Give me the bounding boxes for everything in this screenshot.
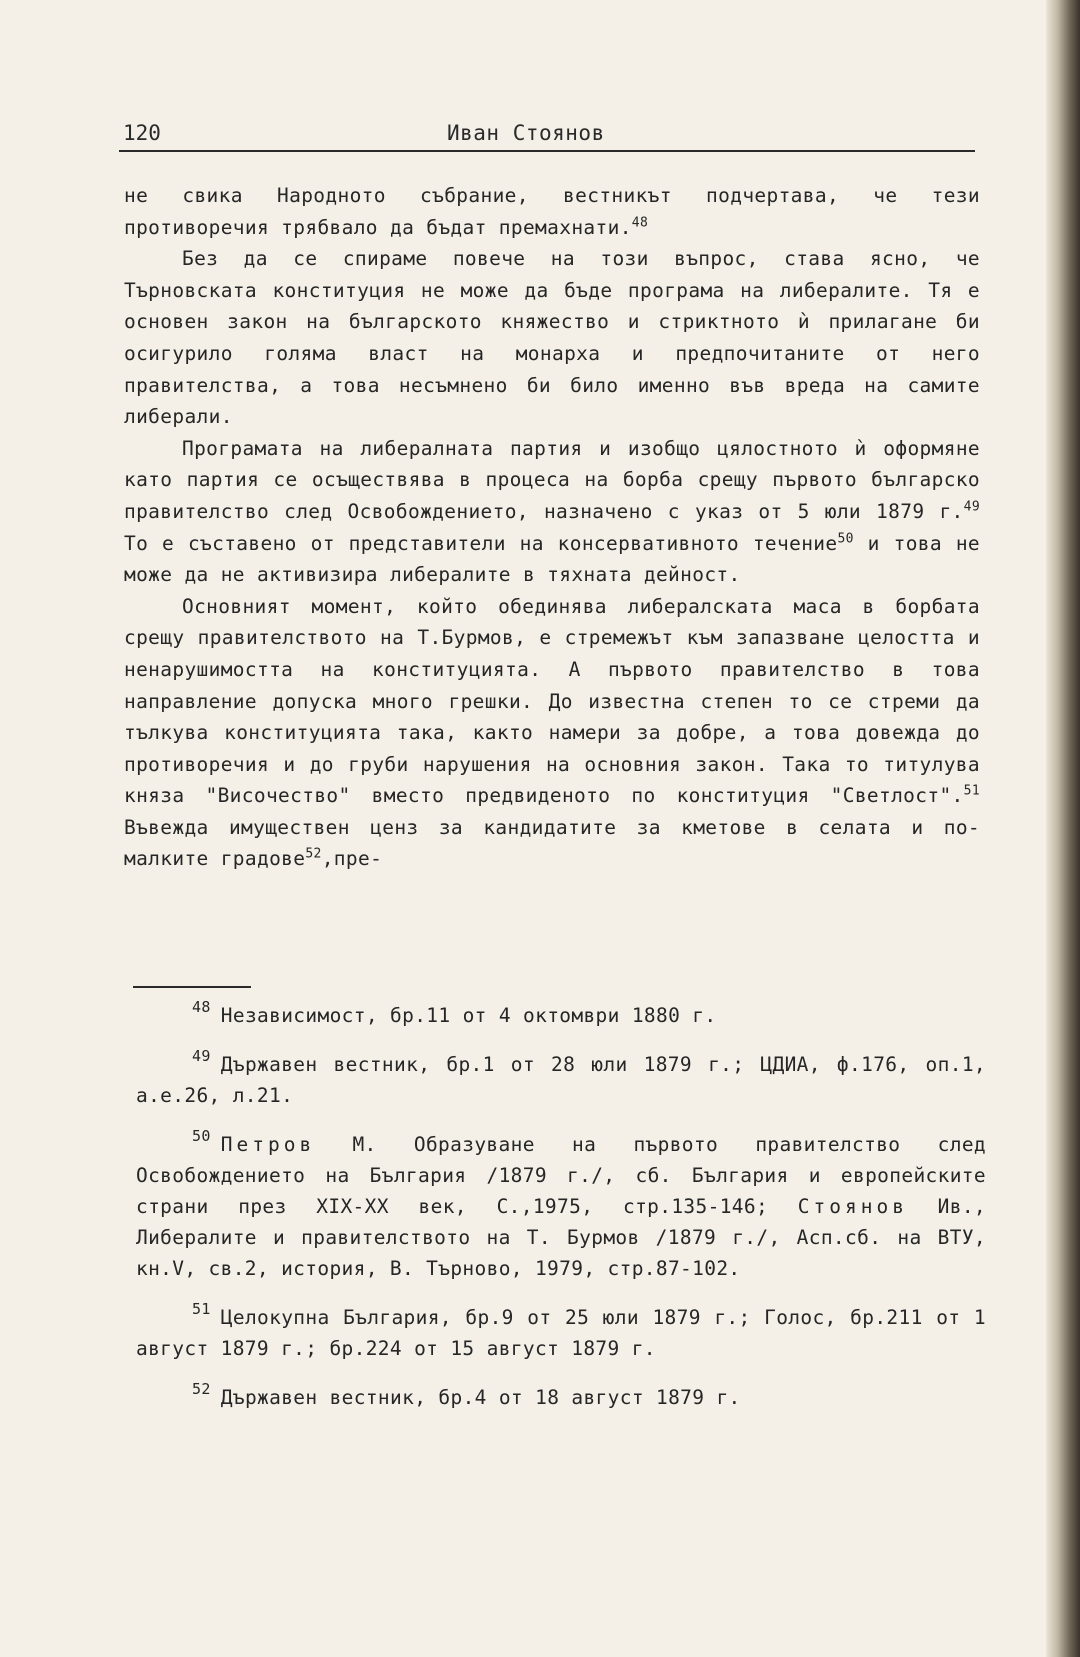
paragraph-3: Програмата на либералната партия и изобщо цялостното ѝ оформяне като партия се осъществява в процеса на борба срещу първото българско правителство след Освобождението, назначено с указ от 5 юли 1879 г.$^{49}$ То е съставено от представители на консервативното течение$^{50}$ и това не може да не активизира либералите в тяхната дейност.	[124, 436, 980, 587]
footnote-51: 51 Целокупна България, бр.9 от 25 юли 1879 г.; Голос, бр.211 от 1 август 1879 г.; бр.224 от 15 август 1879 г.	[136, 1300, 986, 1360]
footnote-ref-51: 51	[963, 783, 980, 799]
footnotes	[136, 1000, 986, 1431]
running-title: Иван Стоянов	[447, 121, 605, 145]
footnote-divider	[133, 986, 251, 988]
page-header	[123, 121, 976, 153]
footnote-ref-49: 49	[963, 499, 980, 515]
paragraph-2: Без да се спираме повече на този въпрос, става ясно, че Търновската конституция не може да бъде програма на либералите. Тя е основен закон на българското княжество и стриктното ѝ прилагане би осигурило голяма власт на монарха и предпочитаните от него правителства, а това несъмнено би било именно във вреда на самите либерали.	[124, 247, 980, 429]
paragraph-4: Основният момент, който обединява либералската маса в борбата срещу правителството на Т.Бурмов, е стремежът към запазване целостта и ненарушимостта на конституцията. А първото правителство в това направление допуска много грешки. До известна степен то се стреми да тълкува конституцията така, както намери за добре, а това довежда до противоречия и до груби нарушения на основния закон. Така то титулува княза "Височество" вместо предвиденото по конституция "Светлост".$^{51}$ Въвежда имуществен ценз за кандидатите за кметове в селата и по-малките градове$^{52}$,пре-	[124, 594, 980, 871]
footnote-ref-48: 48	[631, 215, 649, 231]
author-name: Петров	[220, 1133, 316, 1156]
page-number: 120	[123, 121, 161, 145]
footnote-49: 49 Държавен вестник, бр.1 от 28 юли 1879 г.; ЦДИА, ф.176, оп.1, а.е.26, л.21.	[136, 1047, 986, 1107]
main-text	[124, 180, 980, 875]
footnote-52: 52 Държавен вестник, бр.4 от 18 август 1879 г.	[192, 1380, 741, 1409]
header-rule	[119, 150, 975, 152]
paragraph-1: не свика Народното събрание, вестникът подчертава, че тези противоречия трябвало да бъдат премахнати.$^{48}$	[124, 184, 980, 239]
author-name: Стоянов	[797, 1195, 908, 1218]
footnote-50: 50 Петров М. Образуване на първото правителство след Освобождението на България /1879 г./, сб. България и европейските страни през XIX-XX век, С.,1975, стр.135-146; Стоянов Ив., Либералите и правителството на Т. Бурмов /1879 г./, Асп.сб. на ВТУ, кн.V, св.2, история, В. Търново, 1979, стр.87-102.	[136, 1127, 987, 1280]
footnote-48: 48 Независимост, бр.11 от 4 октомври 1880 г.	[192, 998, 717, 1027]
binding-shadow	[1046, 0, 1080, 1657]
footnote-ref-52: 52	[305, 846, 322, 862]
footnote-ref-50: 50	[837, 531, 854, 547]
